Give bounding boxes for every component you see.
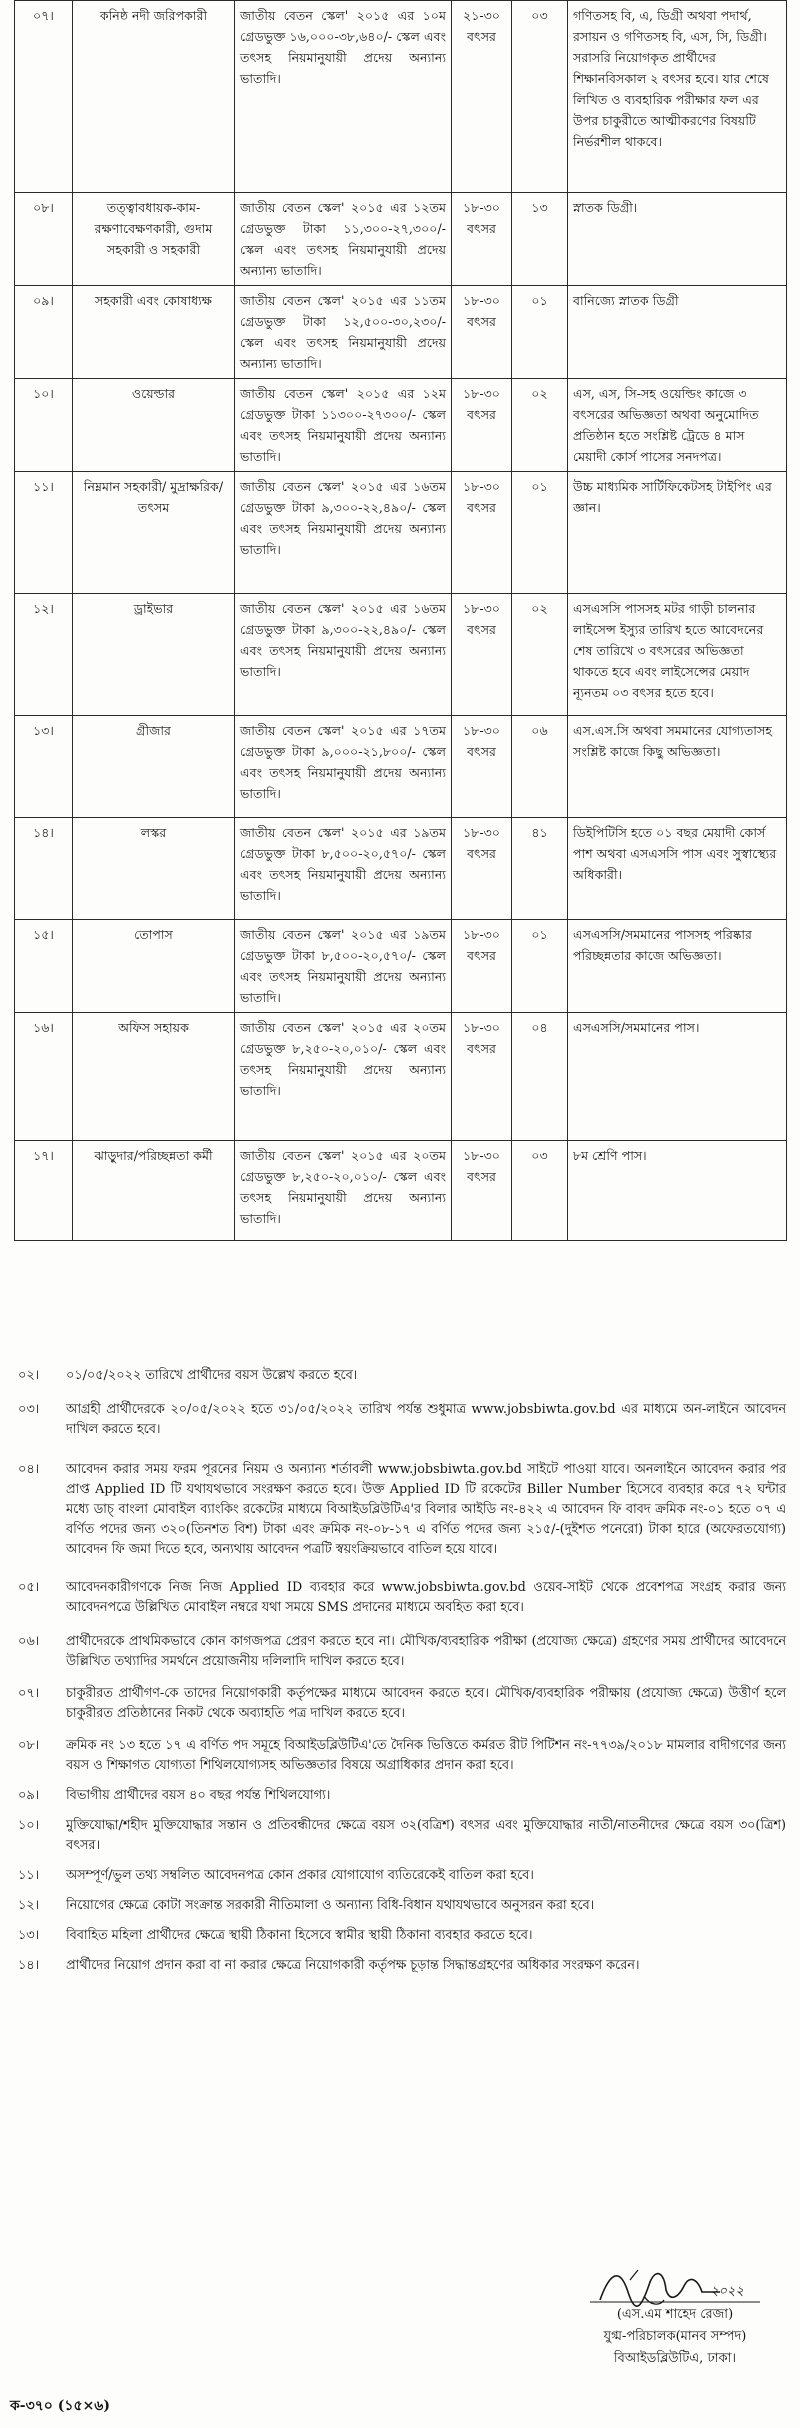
serial-number: ১৭। bbox=[15, 1141, 73, 1241]
post-name: সহকারী এবং কোষাধ্যক্ষ bbox=[73, 286, 235, 379]
post-name: লস্কর bbox=[73, 818, 235, 920]
note-text: বিভাগীয় প্রার্থীদের বয়স ৪০ বছর পর্যন্ত শিথিলযোগ্য। bbox=[66, 1788, 331, 1803]
age-limit: ২১-৩০ বৎসর bbox=[452, 1, 512, 193]
note-text: প্রার্থীদেরকে প্রাথমিকভাবে কোন কাগজপত্র প্রেরণ করতে হবে না। মৌখিক/ব্যবহারিক পরীক্ষা (প্রযোজ্য ক্ষেত্রে) গ্রহণের সময় প্রার্থীদের আবেদনে উল্লিখিত তথ্যাদির সমর্থনে প্রয়োজনীয় দলিলাদি দাখিল করতে হবে। bbox=[66, 1634, 786, 1669]
note-number: ১৪। bbox=[18, 1958, 40, 1973]
posts-table-body bbox=[15, 1, 787, 1241]
qualification: ডিইপিটিসি হতে ০১ বছর মেয়াদী কোর্স পাশ অথবা এসএসসি পাস এবং সুস্বাস্থ্যের অধিকারী। bbox=[568, 818, 787, 920]
serial-number: ০৯। bbox=[15, 286, 73, 379]
qualification: এস, এস, সি-সহ ওয়েল্ডিং কাজে ৩ বৎসরের অভিজ্ঞতা অথবা অনুমোদিত প্রতিষ্ঠান হতে সংশ্লিষ্ট ট্রেডে ৪ মাস মেয়াদী কোর্স পাসের সনদপত্র। bbox=[568, 379, 787, 472]
signatory-organization: বিআইডব্লিউটিএ, ঢাকা। bbox=[613, 2351, 737, 2366]
pay-scale: জাতীয় বেতন স্কেল' ২০১৫ এর ১৯তম গ্রেডভুক্ত টাকা ৮,৫০০-২০,৫৭০/- স্কেল এবং তৎসহ নিয়মানুযায়ী প্রদেয় অন্যান্য ভাতাদি। bbox=[235, 818, 452, 920]
note-item bbox=[14, 1632, 786, 1672]
note-text: চাকুরীরত প্রার্থীগণ-কে তাদের নিয়োগকারী কর্তৃপক্ষের মাধ্যমে আবেদন করতে হবে। মৌখিক/ব্যবহারিক পরীক্ষায় (প্রযোজ্য ক্ষেত্রে) উত্তীর্ণ হলে চাকুরীরত প্রতিষ্ঠানের নিকট থেকে অব্যাহতি পত্র দাখিল করতে হবে। bbox=[66, 1686, 786, 1721]
post-name: ঝাড়ুদার/পরিচ্ছন্নতা কর্মী bbox=[73, 1141, 235, 1241]
table-row bbox=[15, 379, 787, 472]
post-name: তত্ত্বাবধায়ক-কাম-রক্ষণাবেক্ষণকারী, গুদাম সহকারী ও সহকারী bbox=[73, 193, 235, 286]
pay-scale: জাতীয় বেতন স্কেল' ২০১৫ এর ১৬তম গ্রেডভুক্ত টাকা ৯,৩০০-২২,৪৯০/- স্কেল এবং তৎসহ নিয়মানুযায়ী প্রদেয় অন্যান্য ভাতাদি। bbox=[235, 472, 452, 594]
serial-number: ১৬। bbox=[15, 1013, 73, 1141]
post-count: ০৩ bbox=[512, 1141, 568, 1241]
table-row bbox=[15, 818, 787, 920]
qualification: ৮ম শ্রেণি পাস। bbox=[568, 1141, 787, 1241]
post-name: ড্রাইভার bbox=[73, 594, 235, 716]
table-row bbox=[15, 286, 787, 379]
post-count: ০২ bbox=[512, 379, 568, 472]
age-limit: ১৮-৩০ বৎসর bbox=[452, 1013, 512, 1141]
note-text: আগ্রহী প্রার্থীদেরকে ২০/০৫/২০২২ হতে ৩১/০৫/২০২২ তারিখ পর্যন্ত শুধুমাত্র www.jobsbiwta.gov.bd এর মাধ্যমে অন-লাইনে আবেদন দাখিল করতে হবে। bbox=[66, 1402, 786, 1437]
post-name: নিম্নমান সহকারী/ মুদ্রাক্ষরিক/তৎসম bbox=[73, 472, 235, 594]
note-number: ১০। bbox=[18, 1818, 40, 1833]
serial-number: ১৫। bbox=[15, 920, 73, 1013]
note-item bbox=[14, 1736, 786, 1776]
age-limit: ১৮-৩০ বৎসর bbox=[452, 193, 512, 286]
age-limit: ১৮-৩০ বৎসর bbox=[452, 594, 512, 716]
pay-scale: জাতীয় বেতন স্কেল' ২০১৫ এর ১৭তম গ্রেডভুক্ত টাকা ৯,০০০-২১,৮০০/- স্কেল এবং তৎসহ নিয়মানুযায়ী প্রদেয় অন্যান্য ভাতাদি। bbox=[235, 716, 452, 818]
note-item bbox=[14, 1684, 786, 1724]
note-number: ০৯। bbox=[18, 1788, 40, 1803]
post-count: ০৩ bbox=[512, 1, 568, 193]
note-number: ০৮। bbox=[18, 1738, 40, 1753]
post-count: ১৩ bbox=[512, 193, 568, 286]
pay-scale: জাতীয় বেতন স্কেল' ২০১৫ এর ১২তম গ্রেডভুক্ত টাকা ১১,৩০০-২৭,৩০০/- স্কেল এবং তৎসহ নিয়মানুযায়ী প্রদেয় অন্যান্য ভাতাদি। bbox=[235, 193, 452, 286]
age-limit: ১৮-৩০ বৎসর bbox=[452, 716, 512, 818]
note-item bbox=[14, 1578, 786, 1618]
table-row bbox=[15, 1013, 787, 1141]
pay-scale: জাতীয় বেতন স্কেল' ২০১৫ এর ১১তম গ্রেডভুক্ত টাকা ১২,৫০০-৩০,২৩০/- স্কেল এবং তৎসহ নিয়মানুযায়ী প্রদেয় অন্যান্য ভাতাদি। bbox=[235, 286, 452, 379]
table-row bbox=[15, 920, 787, 1013]
qualification: স্নাতক ডিগ্রী। bbox=[568, 193, 787, 286]
pay-scale: জাতীয় বেতন স্কেল' ২০১৫ এর ২০তম গ্রেডভুক্ত ৮,২৫০-২০,০১০/- স্কেল এবং তৎসহ নিয়মানুযায়ী প্রদেয় অন্যান্য ভাতাদি। bbox=[235, 1013, 452, 1141]
age-limit: ১৮-৩০ বৎসর bbox=[452, 920, 512, 1013]
note-number: ১১। bbox=[18, 1868, 40, 1883]
post-name: তোপাস bbox=[73, 920, 235, 1013]
note-item bbox=[14, 1896, 786, 1916]
signature-date: ২০২২ bbox=[710, 2284, 744, 2299]
post-name: কনিষ্ঠ নদী জরিপকারী bbox=[73, 1, 235, 193]
qualification: এসএসসি পাসসহ মটর গাড়ী চালনার লাইসেন্স ইস্যুর তারিখ হতে আবেদনের শেষ তারিখে ৩ বৎসরের অভিজ্ঞতা থাকতে হবে এবং লাইসেন্সের মেয়াদ ন্যূনতম ০৩ বৎসর হতে হবে। bbox=[568, 594, 787, 716]
serial-number: ১৪। bbox=[15, 818, 73, 920]
note-item bbox=[14, 1926, 786, 1946]
qualification: এসএসসি/সমমানের পাসসহ পরিষ্কার পরিচ্ছন্নতার কাজে অভিজ্ঞতা। bbox=[568, 920, 787, 1013]
post-count: ০৪ bbox=[512, 1013, 568, 1141]
serial-number: ০৮। bbox=[15, 193, 73, 286]
note-number: ০৫। bbox=[18, 1580, 40, 1595]
post-count: ০১ bbox=[512, 286, 568, 379]
serial-number: ১৩। bbox=[15, 716, 73, 818]
post-count: ০৬ bbox=[512, 716, 568, 818]
signature-block bbox=[560, 2262, 790, 2366]
serial-number: ০৭। bbox=[15, 1, 73, 193]
qualification: উচ্চ মাধ্যমিক সার্টিফিকেটসহ টাইপিং এর জ্ঞান। bbox=[568, 472, 787, 594]
note-number: ০৬। bbox=[18, 1634, 40, 1649]
table-row bbox=[15, 472, 787, 594]
qualification: এসএসসি/সমমানের পাস। bbox=[568, 1013, 787, 1141]
post-count: ৪১ bbox=[512, 818, 568, 920]
signatory-title: যুগ্ম-পরিচালক(মানব সম্পদ) bbox=[603, 2329, 747, 2344]
note-text: আবেদন করার সময় ফরম পূরনের নিয়ম ও অন্যান্য শর্তাবলী www.jobsbiwta.gov.bd সাইটে পাওয়া যাবে। অনলাইনে আবেদন করার পর প্রাপ্ত Applied ID টি যথাযথভাবে সংরক্ষণ করতে হবে। উক্ত Applied ID টি রকেটের Biller Number হিসেবে ব্যবহার করে ৭২ ঘন্টার মধ্যে ডাচ্ বাংলা মোবাইল ব্যাংকিং রকেটের মাধ্যমে বিআইডব্লিউটিএ'র বিলার আইডি নং-৪২২ এ আবেদন ফি বাবদ ক্রমিক নং-০১ হতে ০৭ এ বর্ণিত পদের জন্য ৩২০(তিনশত বিশ) টাকা এবং ক্রমিক নং-০৮-১৭ এ বর্ণিত পদের জন্য ২১৫/-(দুইশত পনেরো) টাকা হারে (অফেরতযোগ্য) আবেদন ফি জমা দিতে হবে, অন্যথায় আবেদন পত্রটি স্বয়ংক্রিয়ভাবে বাতিল হয়ে যাবে। bbox=[66, 1462, 786, 1557]
note-text: নিয়োগের ক্ষেত্রে কোটা সংক্রান্ত সরকারী নীতিমালা ও অন্যান্য বিধি-বিধান যথাযথভাবে অনুসরন করা হবে। bbox=[66, 1898, 595, 1913]
post-name: ওয়েল্ডার bbox=[73, 379, 235, 472]
note-text: আবেদনকারীগণকে নিজ নিজ Applied ID ব্যবহার করে www.jobsbiwta.gov.bd ওয়েব-সাইট থেকে প্রবেশপত্র সংগ্রহ করার জন্য আবেদনপত্রে উল্লিখিত মোবাইল নম্বরে যথা সময়ে SMS প্রদানের মাধ্যমে অবহিত করা হবে। bbox=[66, 1580, 786, 1615]
footer-code: ক-৩৭০ (১৫×৬) bbox=[10, 2398, 111, 2414]
note-item bbox=[14, 1866, 786, 1886]
table-row bbox=[15, 1141, 787, 1241]
pay-scale: জাতীয় বেতন স্কেল' ২০১৫ এর ১০ম গ্রেডভুক্ত ১৬,০০০-৩৮,৬৪০/- স্কেল এবং তৎসহ নিয়মানুযায়ী প্রদেয় অন্যান্য ভাতাদি। bbox=[235, 1, 452, 193]
note-number: ০৪। bbox=[18, 1462, 40, 1477]
posts-table bbox=[14, 0, 787, 1241]
pay-scale: জাতীয় বেতন স্কেল' ২০১৫ এর ২০তম গ্রেডভুক্ত ৮,২৫০-২০,০১০/- স্কেল এবং তৎসহ নিয়মানুযায়ী প্রদেয় অন্যান্য ভাতাদি। bbox=[235, 1141, 452, 1241]
age-limit: ১৮-৩০ বৎসর bbox=[452, 818, 512, 920]
post-name: গ্রীজার bbox=[73, 716, 235, 818]
post-count: ০২ bbox=[512, 594, 568, 716]
table-row bbox=[15, 594, 787, 716]
pay-scale: জাতীয় বেতন স্কেল' ২০১৫ এর ১২ম গ্রেডভুক্ত টাকা ১১৩০০-২৭৩০০/- স্কেল এবং তৎসহ নিয়মানুযায়ী প্রদেয় অন্যান্য ভাতাদি। bbox=[235, 379, 452, 472]
post-count: ০১ bbox=[512, 472, 568, 594]
serial-number: ১১। bbox=[15, 472, 73, 594]
note-number: ০৭। bbox=[18, 1686, 40, 1701]
note-number: ১৩। bbox=[18, 1928, 40, 1943]
note-item bbox=[14, 1460, 786, 1560]
pay-scale: জাতীয় বেতন স্কেল' ২০১৫ এর ১৬তম গ্রেডভুক্ত টাকা ৯,৩০০-২২,৪৯০/- স্কেল এবং তৎসহ নিয়মানুযায়ী প্রদেয় অন্যান্য ভাতাদি। bbox=[235, 594, 452, 716]
age-limit: ১৮-৩০ বৎসর bbox=[452, 286, 512, 379]
qualification: গণিতসহ বি, এ, ডিগ্রী অথবা পদার্থ, রসায়ন ও গণিতসহ বি, এস, সি, ডিগ্রী। সরাসরি নিয়োগকৃত প্রার্থীদের শিক্ষানবিসকাল ২ বৎসর হবে। যার শেষে লিখিত ও ব্যবহারিক পরীক্ষার ফল এর উপর চাকুরীতে আত্মীকরণের বিষয়টি নির্ভরশীল থাকবে। bbox=[568, 1, 787, 193]
note-item bbox=[14, 1786, 786, 1806]
note-item bbox=[14, 1400, 786, 1440]
note-number: ০২। bbox=[18, 1368, 40, 1383]
note-text: বিবাহিত মহিলা প্রার্থীদের ক্ষেত্রে স্থায়ী ঠিকানা হিসেবে স্বামীর স্থায়ী ঠিকানা ব্যবহার করতে হবে। bbox=[66, 1928, 533, 1943]
post-count: ০১ bbox=[512, 920, 568, 1013]
qualification: বানিজ্যে স্নাতক ডিগ্রী bbox=[568, 286, 787, 379]
serial-number: ১০। bbox=[15, 379, 73, 472]
age-limit: ১৮-৩০ বৎসর bbox=[452, 1141, 512, 1241]
table-row bbox=[15, 716, 787, 818]
signatory-name: (এস.এম শাহেদ রেজা) bbox=[616, 2307, 734, 2322]
note-text: ০১/০৫/২০২২ তারিখে প্রার্থীদের বয়স উল্লেখ করতে হবে। bbox=[66, 1368, 358, 1383]
note-number: ১২। bbox=[18, 1898, 40, 1913]
pay-scale: জাতীয় বেতন স্কেল' ২০১৫ এর ১৯তম গ্রেডভুক্ত টাকা ৮,৫০০-২০,৫৭০/- স্কেল এবং তৎসহ নিয়মানুযায়ী প্রদেয় অন্যান্য ভাতাদি। bbox=[235, 920, 452, 1013]
note-item bbox=[14, 1366, 786, 1386]
note-item bbox=[14, 1816, 786, 1856]
note-number: ০৩। bbox=[18, 1402, 40, 1417]
table-row bbox=[15, 1, 787, 193]
qualification: এস.এস.সি অথবা সমমানের যোগ্যতাসহ সংশ্লিষ্ট কাজে কিছু অভিজ্ঞতা। bbox=[568, 716, 787, 818]
note-text: অসম্পূর্ণ/ভুল তথ্য সম্বলিত আবেদনপত্র কোন প্রকার যোগাযোগ ব্যতিরেকেই বাতিল করা হবে। bbox=[66, 1868, 534, 1883]
post-name: অফিস সহায়ক bbox=[73, 1013, 235, 1141]
notes-list bbox=[14, 1366, 786, 1976]
table-row bbox=[15, 193, 787, 286]
note-text: ক্রমিক নং ১৩ হতে ১৭ এ বর্ণিত পদ সমূহে বিআইডব্লিউটিএ'তে দৈনিক ভিত্তিতে কর্মরত রীট পিটিশন নং-৭৭৩৯/২০১৮ মামলার বাদীগণের জন্য বয়স ও শিক্ষাগত যোগ্যতা শিথিলযোগ্যসহ অভিজ্ঞতার বিষয়ে অগ্রাধিকার প্রদান করা হবে। bbox=[66, 1738, 786, 1773]
age-limit: ১৮-৩০ বৎসর bbox=[452, 472, 512, 594]
serial-number: ১২। bbox=[15, 594, 73, 716]
note-text: প্রার্থীদের নিয়োগ প্রদান করা বা না করার ক্ষেত্রে নিয়োগকারী কর্তৃপক্ষ চূড়ান্ত সিদ্ধান্তগ্রহণের অধিকার সংরক্ষণ করেন। bbox=[66, 1958, 640, 1973]
age-limit: ১৮-৩০ বৎসর bbox=[452, 379, 512, 472]
note-text: মুক্তিযোদ্ধা/শহীদ মুক্তিযোদ্ধার সন্তান ও প্রতিবন্ধীদের ক্ষেত্রে বয়স ৩২(বত্রিশ) বৎসর এবং মুক্তিযোদ্ধার নাতী/নাতনীদের ক্ষেত্রে বয়স ৩০(ত্রিশ) বৎসর। bbox=[66, 1818, 786, 1853]
note-item bbox=[14, 1956, 786, 1976]
